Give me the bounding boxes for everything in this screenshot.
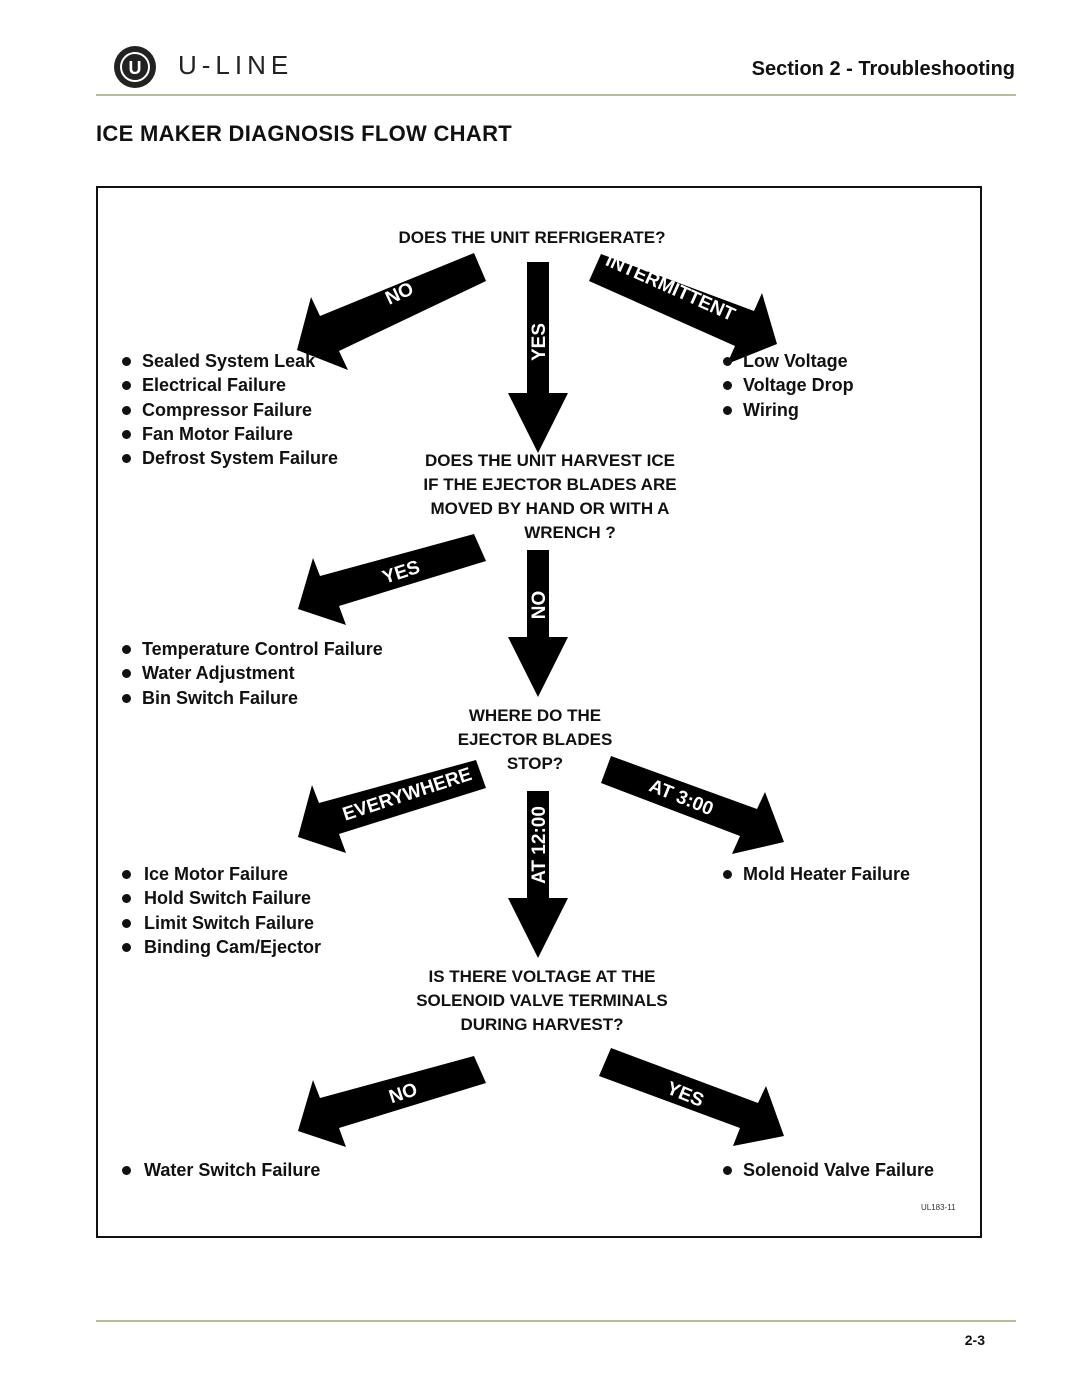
arrow-q3-at1200 xyxy=(508,791,568,958)
cause-item: Electrical Failure xyxy=(120,373,338,397)
page-number: 2-3 xyxy=(964,1332,985,1348)
cause-item: Wiring xyxy=(721,398,854,422)
page-title: ICE MAKER DIAGNOSIS FLOW CHART xyxy=(96,121,512,146)
arrow-label-no: NO xyxy=(386,1079,421,1109)
causes-no-voltage xyxy=(120,1158,320,1182)
cause-item: Water Adjustment xyxy=(120,661,383,685)
arrow-label-no: NO xyxy=(529,590,550,620)
cause-item: Voltage Drop xyxy=(721,373,854,397)
question-solenoid-voltage xyxy=(382,965,702,1037)
question-solenoid-line: SOLENOID VALVE TERMINALS xyxy=(416,991,668,1010)
figure-id: UL183-11 xyxy=(921,1203,956,1212)
arrow-q2-no xyxy=(508,550,568,697)
arrow-label-at-300: AT 3:00 xyxy=(645,775,717,821)
arrow-q4-no xyxy=(298,1056,486,1147)
arrow-q1-intermittent xyxy=(589,250,777,364)
cause-item: Compressor Failure xyxy=(120,398,338,422)
arrow-label-yes: YES xyxy=(663,1078,707,1112)
arrow-label-no: NO xyxy=(382,278,418,310)
arrow-label-at-1200: AT 12:00 xyxy=(529,806,550,884)
question-harvest-line: DOES THE UNIT HARVEST ICE xyxy=(425,451,675,470)
question-blades-line: STOP? xyxy=(506,754,564,773)
cause-item: Solenoid Valve Failure xyxy=(721,1158,934,1182)
causes-intermittent xyxy=(721,349,854,422)
cause-item: Mold Heater Failure xyxy=(721,862,910,886)
question-solenoid-line: DURING HARVEST? xyxy=(460,1015,624,1034)
arrow-label-intermittent: INTERMITTENT xyxy=(602,250,739,326)
cause-item: Limit Switch Failure xyxy=(120,911,321,935)
question-blades-line: EJECTOR BLADES xyxy=(457,730,613,749)
question-harvest-line: MOVED BY HAND OR WITH A xyxy=(430,499,670,518)
question-harvest-line: IF THE EJECTOR BLADES ARE xyxy=(423,475,677,494)
question-blades-line: WHERE DO THE xyxy=(468,706,602,725)
arrow-label-everywhere: EVERYWHERE xyxy=(340,764,475,826)
causes-harvest-yes xyxy=(120,637,383,710)
arrow-q2-yes xyxy=(298,534,486,625)
question-refrigerate: DOES THE UNIT REFRIGERATE? xyxy=(398,228,666,247)
causes-voltage-present xyxy=(721,1158,934,1182)
cause-item: Bin Switch Failure xyxy=(120,686,383,710)
logo-letter: U xyxy=(128,58,142,78)
arrow-label-yes: YES xyxy=(529,322,550,362)
arrow-q4-yes xyxy=(599,1048,784,1146)
causes-stop-everywhere xyxy=(120,862,321,959)
arrow-label-yes: YES xyxy=(379,556,423,589)
question-harvest xyxy=(380,449,720,545)
cause-item: Binding Cam/Ejector xyxy=(120,935,321,959)
cause-item: Hold Switch Failure xyxy=(120,886,321,910)
question-blades-stop xyxy=(420,704,650,776)
causes-no-refrigeration xyxy=(120,349,338,470)
cause-item: Defrost System Failure xyxy=(120,446,338,470)
cause-item: Temperature Control Failure xyxy=(120,637,383,661)
arrow-q1-yes xyxy=(508,262,568,453)
brand-name: U-LINE xyxy=(178,50,294,80)
cause-item: Sealed System Leak xyxy=(120,349,338,373)
cause-item: Water Switch Failure xyxy=(120,1158,320,1182)
question-harvest-line: WRENCH ? xyxy=(524,523,616,542)
causes-stop-at300 xyxy=(721,862,910,886)
question-solenoid-line: IS THERE VOLTAGE AT THE xyxy=(428,967,656,986)
footer-divider xyxy=(96,1320,1016,1322)
section-title: Section 2 - Troubleshooting xyxy=(751,58,1015,80)
cause-item: Fan Motor Failure xyxy=(120,422,338,446)
cause-item: Ice Motor Failure xyxy=(120,862,321,886)
cause-item: Low Voltage xyxy=(721,349,854,373)
